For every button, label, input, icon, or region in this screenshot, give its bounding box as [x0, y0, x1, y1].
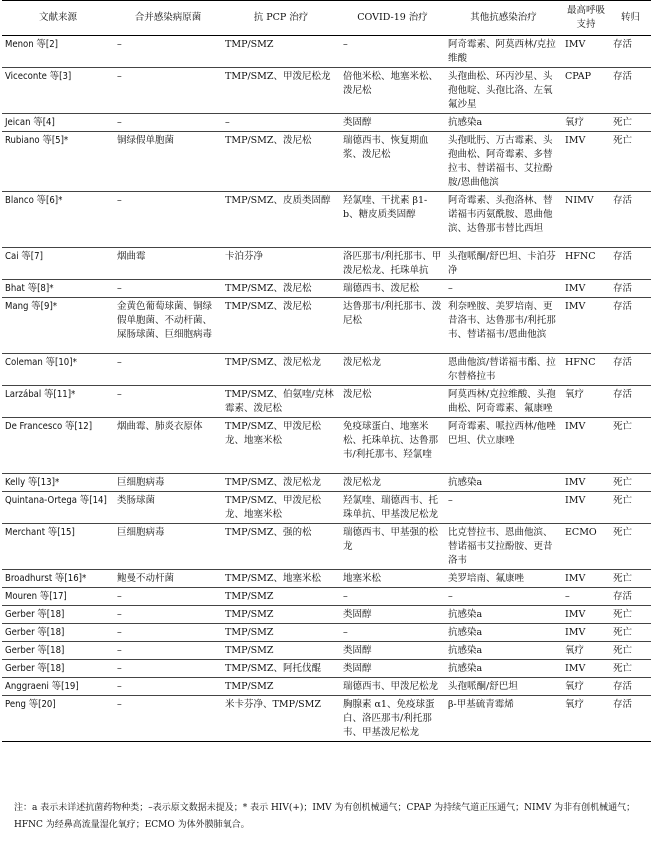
cell-outcome: 存活	[610, 248, 651, 280]
cell-respiratory-support: IMV	[562, 606, 610, 624]
cell-other-anti-infective: 抗感染a	[445, 114, 562, 132]
cell-pcp-treatment: –	[222, 114, 340, 132]
cell-outcome: 存活	[610, 386, 651, 418]
cell-covid-treatment: 泼尼松	[340, 386, 445, 418]
cell-pcp-treatment: TMP/SMZ、泼尼松龙	[222, 474, 340, 492]
cell-source: Mouren 等[17]	[2, 588, 114, 606]
cell-other-anti-infective: 抗感染a	[445, 606, 562, 624]
cell-respiratory-support: IMV	[562, 624, 610, 642]
cell-covid-treatment: 泼尼松龙	[340, 474, 445, 492]
cell-coinfection: –	[114, 588, 222, 606]
cell-source: De Francesco 等[12]	[2, 418, 114, 474]
cell-pcp-treatment: TMP/SMZ、阿托伐醌	[222, 660, 340, 678]
cell-source: Anggraeni 等[19]	[2, 678, 114, 696]
header-respiratory-support: 最高呼吸支持	[562, 1, 610, 36]
cell-source: Menon 等[2]	[2, 36, 114, 68]
cell-coinfection: –	[114, 36, 222, 68]
cell-source: Viceconte 等[3]	[2, 68, 114, 114]
cell-respiratory-support: IMV	[562, 280, 610, 298]
cell-source: Larzábal 等[11]*	[2, 386, 114, 418]
cell-other-anti-infective: 利奈唑胺、美罗培南、更昔洛韦、达鲁那韦/利托那韦、替诺福韦/恩曲他滨	[445, 298, 562, 354]
table-row	[2, 36, 651, 68]
cell-source: Rubiano 等[5]*	[2, 132, 114, 192]
cell-respiratory-support: IMV	[562, 570, 610, 588]
cell-pcp-treatment: 卡泊芬净	[222, 248, 340, 280]
cell-coinfection: 类肠球菌	[114, 492, 222, 524]
cell-other-anti-infective: 阿莫西林/克拉维酸、头孢曲松、阿奇霉素、氟康唑	[445, 386, 562, 418]
cell-source: Jeican 等[4]	[2, 114, 114, 132]
cell-source: Quintana-Ortega 等[14]	[2, 492, 114, 524]
cell-coinfection: –	[114, 354, 222, 386]
cell-source: Cai 等[7]	[2, 248, 114, 280]
table-row	[2, 660, 651, 678]
cell-source: Gerber 等[18]	[2, 642, 114, 660]
cell-coinfection: –	[114, 660, 222, 678]
cell-source: Merchant 等[15]	[2, 524, 114, 570]
cell-source: Bhat 等[8]*	[2, 280, 114, 298]
table-row	[2, 114, 651, 132]
cell-covid-treatment: 达鲁那韦/利托那韦、泼尼松	[340, 298, 445, 354]
cell-outcome: 存活	[610, 298, 651, 354]
cell-outcome: 死亡	[610, 474, 651, 492]
header-pcp-treatment: 抗 PCP 治疗	[222, 1, 340, 36]
header-coinfection: 合并感染病原菌	[114, 1, 222, 36]
cell-coinfection: 巨细胞病毒	[114, 524, 222, 570]
cell-pcp-treatment: TMP/SMZ、泼尼松	[222, 132, 340, 192]
cell-coinfection: 烟曲霉	[114, 248, 222, 280]
cell-coinfection: –	[114, 606, 222, 624]
cell-covid-treatment: 地塞米松	[340, 570, 445, 588]
cell-outcome: 存活	[610, 36, 651, 68]
cell-respiratory-support: IMV	[562, 474, 610, 492]
header-covid-treatment: COVID-19 治疗	[340, 1, 445, 36]
cell-other-anti-infective: 抗感染a	[445, 624, 562, 642]
cell-pcp-treatment: TMP/SMZ、地塞米松	[222, 570, 340, 588]
cell-respiratory-support: NIMV	[562, 192, 610, 248]
cell-source: Gerber 等[18]	[2, 624, 114, 642]
cell-pcp-treatment: TMP/SMZ、皮质类固醇	[222, 192, 340, 248]
cell-respiratory-support: 氧疗	[562, 696, 610, 742]
cell-pcp-treatment: TMP/SMZ、泼尼松龙	[222, 354, 340, 386]
cell-covid-treatment: 羟氯喹、干扰素 β1-b、糖皮质类固醇	[340, 192, 445, 248]
cell-coinfection: 烟曲霉、肺炎衣原体	[114, 418, 222, 474]
cell-coinfection: 鲍曼不动杆菌	[114, 570, 222, 588]
case-table	[2, 0, 651, 742]
cell-pcp-treatment: TMP/SMZ、强的松	[222, 524, 340, 570]
table-row	[2, 474, 651, 492]
table-row	[2, 386, 651, 418]
cell-coinfection: –	[114, 678, 222, 696]
table-footnote: 注：a 表示未详述抗菌药物种类；–表示原文数据未提及；* 表示 HIV(+)；IMV 为有创机械通气；CPAP 为持续气道正压通气；NIMV 为非有创机械通气；HFNC 为经鼻高流量湿化氧疗；ECMO 为体外膜肺氧合。	[14, 803, 636, 830]
cell-other-anti-infective: 头孢哌酮/舒巴坦	[445, 678, 562, 696]
table-row	[2, 606, 651, 624]
header-outcome: 转归	[610, 1, 651, 36]
cell-pcp-treatment: TMP/SMZ	[222, 606, 340, 624]
cell-coinfection: 巨细胞病毒	[114, 474, 222, 492]
cell-source: Peng 等[20]	[2, 696, 114, 742]
cell-covid-treatment: 洛匹那韦/利托那韦、甲泼尼松龙、托珠单抗	[340, 248, 445, 280]
cell-coinfection: 金黄色葡萄球菌、铜绿假单胞菌、不动杆菌、屎肠球菌、巨细胞病毒	[114, 298, 222, 354]
cell-other-anti-infective: –	[445, 280, 562, 298]
table-row	[2, 418, 651, 474]
cell-pcp-treatment: TMP/SMZ	[222, 36, 340, 68]
cell-covid-treatment: 类固醇	[340, 114, 445, 132]
cell-other-anti-infective: 头孢哌酮/舒巴坦、卡泊芬净	[445, 248, 562, 280]
cell-covid-treatment: 瑞德西韦、甲基强的松龙	[340, 524, 445, 570]
cell-outcome: 死亡	[610, 570, 651, 588]
cell-respiratory-support: 氧疗	[562, 386, 610, 418]
table-row	[2, 696, 651, 742]
cell-other-anti-infective: 抗感染a	[445, 642, 562, 660]
table-row	[2, 280, 651, 298]
header-row	[2, 1, 651, 36]
cell-source: Coleman 等[10]*	[2, 354, 114, 386]
cell-other-anti-infective: 美罗培南、氟康唑	[445, 570, 562, 588]
cell-respiratory-support: IMV	[562, 298, 610, 354]
cell-source: Gerber 等[18]	[2, 660, 114, 678]
cell-coinfection: 铜绿假单胞菌	[114, 132, 222, 192]
cell-outcome: 存活	[610, 68, 651, 114]
table-row	[2, 492, 651, 524]
cell-outcome: 存活	[610, 354, 651, 386]
cell-outcome: 死亡	[610, 114, 651, 132]
cell-source: Gerber 等[18]	[2, 606, 114, 624]
table-row	[2, 570, 651, 588]
cell-respiratory-support: 氧疗	[562, 114, 610, 132]
cell-covid-treatment: 瑞德西韦、恢复期血浆、泼尼松	[340, 132, 445, 192]
table-row	[2, 132, 651, 192]
cell-respiratory-support: CPAP	[562, 68, 610, 114]
table-row	[2, 642, 651, 660]
cell-outcome: 死亡	[610, 492, 651, 524]
table-row	[2, 588, 651, 606]
table-row	[2, 248, 651, 280]
cell-outcome: 存活	[610, 588, 651, 606]
table-row	[2, 354, 651, 386]
cell-coinfection: –	[114, 68, 222, 114]
cell-outcome: 死亡	[610, 606, 651, 624]
table-body	[2, 36, 651, 742]
cell-other-anti-infective: β-甲基硫青霉烯	[445, 696, 562, 742]
cell-respiratory-support: IMV	[562, 418, 610, 474]
cell-respiratory-support: ECMO	[562, 524, 610, 570]
cell-outcome: 死亡	[610, 624, 651, 642]
cell-other-anti-infective: –	[445, 492, 562, 524]
cell-pcp-treatment: 米卡芬净、TMP/SMZ	[222, 696, 340, 742]
cell-other-anti-infective: 头孢曲松、环丙沙星、头孢他啶、头孢比洛、左氧氟沙星	[445, 68, 562, 114]
cell-pcp-treatment: TMP/SMZ、伯氨喹/克林霉素、泼尼松	[222, 386, 340, 418]
cell-other-anti-infective: 阿奇霉素、哌拉西林/他唑巴坦、伏立康唑	[445, 418, 562, 474]
cell-respiratory-support: HFNC	[562, 354, 610, 386]
cell-other-anti-infective: 抗感染a	[445, 660, 562, 678]
cell-pcp-treatment: TMP/SMZ	[222, 588, 340, 606]
cell-outcome: 存活	[610, 192, 651, 248]
cell-outcome: 死亡	[610, 524, 651, 570]
cell-covid-treatment: 胸腺素 α1、免疫球蛋白、洛匹那韦/利托那韦、甲基泼尼松龙	[340, 696, 445, 742]
cell-pcp-treatment: TMP/SMZ、泼尼松	[222, 280, 340, 298]
cell-covid-treatment: 类固醇	[340, 660, 445, 678]
table-row	[2, 624, 651, 642]
cell-source: Blanco 等[6]*	[2, 192, 114, 248]
cell-coinfection: –	[114, 386, 222, 418]
cell-source: Mang 等[9]*	[2, 298, 114, 354]
cell-pcp-treatment: TMP/SMZ	[222, 678, 340, 696]
cell-pcp-treatment: TMP/SMZ	[222, 642, 340, 660]
cell-covid-treatment: 类固醇	[340, 642, 445, 660]
table-row	[2, 524, 651, 570]
cell-pcp-treatment: TMP/SMZ、泼尼松	[222, 298, 340, 354]
cell-other-anti-infective: 阿奇霉素、头孢洛林、替诺福韦丙氨酰胺、恩曲他滨、达鲁那韦替比西坦	[445, 192, 562, 248]
cell-respiratory-support: HFNC	[562, 248, 610, 280]
cell-other-anti-infective: 抗感染a	[445, 474, 562, 492]
cell-respiratory-support: IMV	[562, 132, 610, 192]
cell-outcome: 存活	[610, 678, 651, 696]
cell-coinfection: –	[114, 114, 222, 132]
table-row	[2, 298, 651, 354]
cell-outcome: 死亡	[610, 660, 651, 678]
cell-covid-treatment: 泼尼松龙	[340, 354, 445, 386]
cell-coinfection: –	[114, 192, 222, 248]
cell-pcp-treatment: TMP/SMZ	[222, 624, 340, 642]
cell-covid-treatment: –	[340, 36, 445, 68]
cell-respiratory-support: 氧疗	[562, 642, 610, 660]
cell-other-anti-infective: –	[445, 588, 562, 606]
cell-respiratory-support: IMV	[562, 660, 610, 678]
cell-respiratory-support: IMV	[562, 36, 610, 68]
cell-pcp-treatment: TMP/SMZ、甲泼尼松龙、地塞米松	[222, 492, 340, 524]
cell-outcome: 死亡	[610, 418, 651, 474]
table-row	[2, 678, 651, 696]
cell-covid-treatment: 瑞德西韦、甲泼尼松龙	[340, 678, 445, 696]
cell-respiratory-support: 氧疗	[562, 678, 610, 696]
cell-pcp-treatment: TMP/SMZ、甲泼尼松龙、地塞米松	[222, 418, 340, 474]
cell-source: Broadhurst 等[16]*	[2, 570, 114, 588]
cell-outcome: 存活	[610, 696, 651, 742]
cell-covid-treatment: 免疫球蛋白、地塞米松、托珠单抗、达鲁那韦/利托那韦、羟氯喹	[340, 418, 445, 474]
cell-coinfection: –	[114, 642, 222, 660]
header-source: 文献来源	[2, 1, 114, 36]
cell-other-anti-infective: 头孢吡肟、万古霉素、头孢曲松、阿奇霉素、多替拉韦、替诺福韦、艾拉酚胺/恩曲他滨	[445, 132, 562, 192]
cell-covid-treatment: 瑞德西韦、泼尼松	[340, 280, 445, 298]
cell-coinfection: –	[114, 696, 222, 742]
cell-other-anti-infective: 阿奇霉素、阿莫西林/克拉维酸	[445, 36, 562, 68]
cell-other-anti-infective: 比克替拉韦、恩曲他滨、替诺福韦艾拉酚胺、更昔洛韦	[445, 524, 562, 570]
cell-pcp-treatment: TMP/SMZ、甲泼尼松龙	[222, 68, 340, 114]
table-row	[2, 192, 651, 248]
cell-respiratory-support: IMV	[562, 492, 610, 524]
table-row	[2, 68, 651, 114]
header-other-anti-infective: 其他抗感染治疗	[445, 1, 562, 36]
cell-outcome: 存活	[610, 280, 651, 298]
cell-covid-treatment: 羟氯喹、瑞德西韦、托珠单抗、甲基泼尼松龙	[340, 492, 445, 524]
cell-covid-treatment: –	[340, 624, 445, 642]
cell-coinfection: –	[114, 280, 222, 298]
cell-covid-treatment: 类固醇	[340, 606, 445, 624]
cell-outcome: 死亡	[610, 132, 651, 192]
cell-coinfection: –	[114, 624, 222, 642]
cell-outcome: 死亡	[610, 642, 651, 660]
cell-other-anti-infective: 恩曲他滨/替诺福韦酯、拉尔替格拉韦	[445, 354, 562, 386]
cell-covid-treatment: –	[340, 588, 445, 606]
cell-respiratory-support: –	[562, 588, 610, 606]
cell-source: Kelly 等[13]*	[2, 474, 114, 492]
cell-covid-treatment: 倍他米松、地塞米松、泼尼松	[340, 68, 445, 114]
